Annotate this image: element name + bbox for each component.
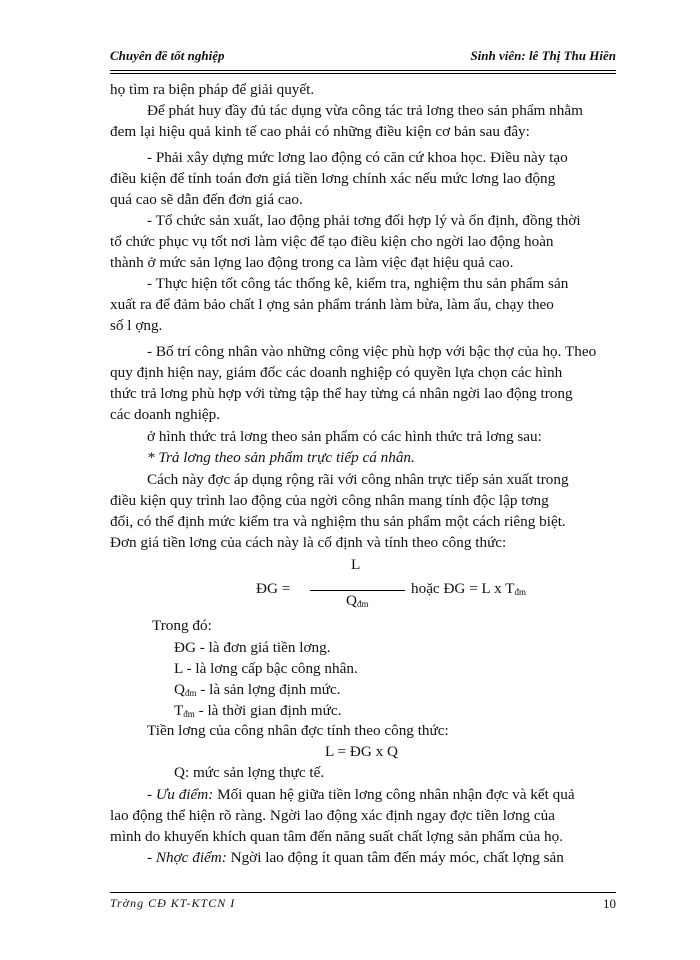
- disadvantages-line: - Nhợc điểm: Ngời lao động ít quan tâm đến máy móc, chất lợng sản: [147, 849, 564, 866]
- body-line: Q: mức sản lợng thực tế.: [174, 764, 325, 781]
- body-line: thức trả lơng phù hợp với từng tập thể hay từng cá nhân ngời lao động trong: [110, 385, 573, 402]
- formula-rhs: hoặc ĐG = L x $T_{đm}$: [411, 580, 526, 597]
- body-line: tổ chức phục vụ tốt nơi làm việc để tạo điều kiện cho ngời lao động hoàn: [110, 233, 554, 250]
- body-line: quy định hiện nay, giám đốc các doanh nghiệp có quyền lựa chọn các hình: [110, 364, 563, 381]
- formula-lhs: ĐG =: [256, 580, 291, 597]
- fraction-bar: [310, 590, 405, 591]
- body-line: điều kiện quy trình lao động của ngời công nhân mang tính độc lập tơng: [110, 492, 549, 509]
- header-left: Chuyên đề tốt nghiệp: [110, 48, 225, 63]
- body-line: - Bố trí công nhân vào những công việc phù hợp với bậc thợ của họ. Theo: [147, 343, 597, 360]
- body-line: quá cao sẽ dẫn đến đơn giá cao.: [110, 191, 303, 208]
- page-header: [110, 46, 616, 68]
- body-line: họ tìm ra biện pháp để giải quyết.: [110, 81, 315, 98]
- where-title: Trong đó:: [152, 617, 212, 634]
- body-line: điều kiện để tính toán đơn giá tiền lơng chính xác nếu mức lơng lao động: [110, 170, 556, 187]
- body-line: Tiền lơng của công nhân đợc tính theo công thức:: [147, 722, 449, 739]
- body-line: đối, có thể định mức kiểm tra và nghiệm thu sản phẩm một cách riêng biệt.: [110, 513, 566, 530]
- formula-numerator: L: [351, 556, 361, 573]
- advantages-line: - Ưu điểm: Mối quan hệ giữa tiền lơng công nhân nhận đợc và kết quả: [147, 786, 575, 803]
- body-line: - Phải xây dựng mức lơng lao động có căn cứ khoa học. Điều này tạo: [147, 149, 568, 166]
- header-right: Sinh viên: lê Thị Thu Hiền: [470, 48, 616, 63]
- header-rule-2: [110, 73, 616, 74]
- body-line: Đơn giá tiền lơng của cách này là cố định và tính theo công thức:: [110, 534, 507, 551]
- page-number: 10: [603, 896, 616, 911]
- body-line: - Tổ chức sản xuất, lao động phải tơng đối hợp lý và ổn định, đồng thời: [147, 212, 581, 229]
- body-line: đem lại hiệu quả kinh tế cao phải có những điều kiện cơ bản sau đây:: [110, 123, 530, 140]
- body-line: Để phát huy đầy đủ tác dụng vừa công tác trả lơng theo sản phẩm nhằm: [147, 102, 583, 119]
- where-item: $T_{đm}$ - là thời gian định mức.: [174, 702, 342, 719]
- body-line: mình do khuyến khích quan tâm đến năng suất chất lợng sản phẩm của họ.: [110, 828, 564, 845]
- body-line: các doanh nghiệp.: [110, 406, 221, 423]
- where-item: $Q_{đm}$ - là sản lợng định mức.: [174, 681, 341, 698]
- header-rule: [110, 70, 616, 71]
- footer-left: Trờng CĐ KT-KTCN I: [110, 896, 236, 910]
- body-line: số l ợng.: [110, 317, 163, 334]
- body-line: xuất ra để đảm bảo chất l ợng sản phẩm tránh làm bừa, làm ẩu, chạy theo: [110, 296, 554, 313]
- subsection-heading: * Trả lơng theo sản phẩm trực tiếp cá nhân.: [147, 449, 415, 466]
- formula-2: L = ĐG x Q: [325, 743, 398, 760]
- where-item: L - là lơng cấp bậc công nhân.: [174, 660, 358, 677]
- formula-denominator: $Q_{đm}$: [346, 592, 369, 609]
- body-line: lao động thể hiện rõ ràng. Ngời lao động xác định ngay đợc tiền lơng của: [110, 807, 556, 824]
- body-line: Cách này đợc áp dụng rộng rãi với công nhân trực tiếp sản xuất trong: [147, 471, 569, 488]
- body-line: - Thực hiện tốt công tác thống kê, kiểm tra, nghiệm thu sản phẩm sản: [147, 275, 569, 292]
- footer-rule: [110, 892, 616, 893]
- body-line: thành ở mức sản lợng lao động trong ca làm việc đạt hiệu quả cao.: [110, 254, 514, 271]
- body-line: ở hình thức trả lơng theo sản phẩm có các hình thức trả lơng sau:: [147, 428, 542, 445]
- where-item: ĐG - là đơn giá tiền lơng.: [174, 639, 331, 656]
